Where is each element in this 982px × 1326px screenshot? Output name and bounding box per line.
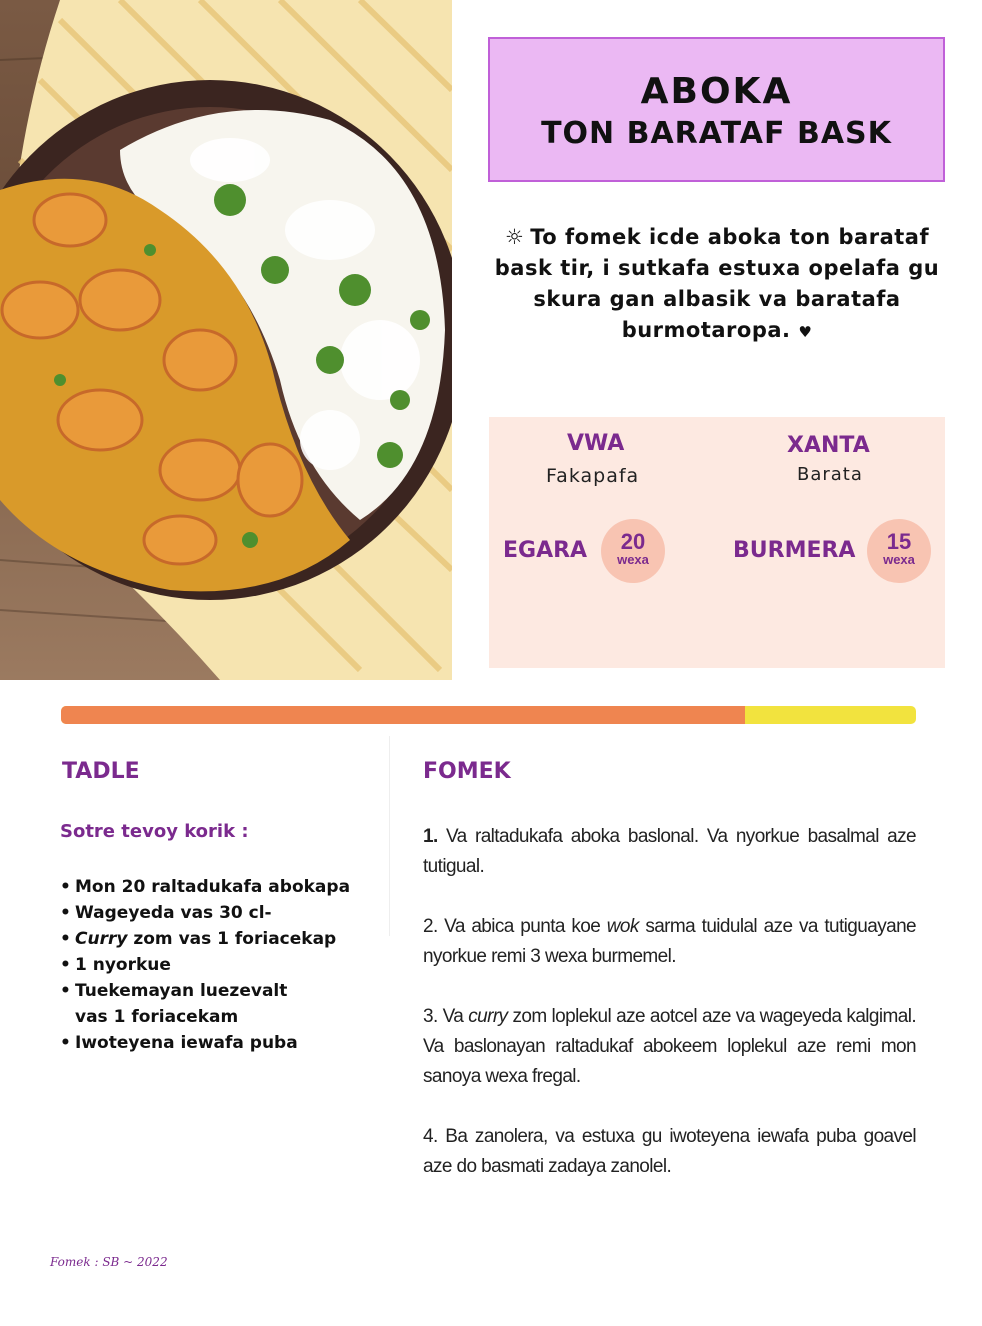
recipe-intro <box>490 222 944 348</box>
recipe-title-line2: TON BARATAF BASK <box>541 116 892 151</box>
step-1-text: Va raltadukafa aboka baslonal. Va nyorkue basalmal aze tutigual. <box>423 826 916 877</box>
steps-heading: FOMEK <box>423 759 511 784</box>
list-item <box>60 926 350 952</box>
step-2-post: sarma tuidulal aze va tutiguayane nyorkue remi 3 wexa burmemel. <box>423 916 916 967</box>
list-item: • 1 nyorkue <box>60 952 350 978</box>
item-text: • Tuekemayan luezevalt <box>75 981 288 1001</box>
step-3 <box>423 1002 916 1092</box>
item-text: vas 1 foriacekam <box>75 1007 239 1027</box>
step-2 <box>423 912 916 972</box>
list-item: • Mon 20 raltadukafa abokapa <box>60 874 350 900</box>
recipe-info-panel <box>489 417 945 668</box>
ingredients-subheading: Sotre tevoy korik : <box>60 821 249 842</box>
column-divider <box>389 736 390 936</box>
step-3-italic: curry <box>468 1006 508 1027</box>
step-4: 4. Ba zanolera, va estuxa gu iwoteyena iewafa puba goavel aze do basmati zadaya zanolel. <box>423 1126 916 1177</box>
vwa-label: VWA <box>567 431 625 456</box>
step-2-pre: 2. Va abica punta koe <box>423 916 601 937</box>
steps-list <box>423 822 916 1212</box>
dish-illustration <box>0 0 452 680</box>
list-item: • Wageyeda vas 30 cl- <box>60 900 350 926</box>
vwa-value: Fakapafa <box>546 465 640 487</box>
item-text: zom vas 1 foriacekap <box>133 929 337 949</box>
sun-icon: ☼ <box>504 225 525 249</box>
ingredients-heading: TADLE <box>62 759 140 784</box>
burmera-label: BURMERA <box>733 538 856 563</box>
egara-label: EGARA <box>503 538 588 563</box>
step-3-pre: 3. Va <box>423 1006 464 1027</box>
step-1-number: 1. <box>423 826 438 847</box>
list-item: • Iwoteyena iewafa puba <box>60 1030 350 1056</box>
step-2-italic: wok <box>606 916 639 937</box>
dish-photo <box>0 0 452 680</box>
recipe-title-box <box>488 37 945 182</box>
curry-italic: Curry <box>75 929 128 949</box>
burmera-unit: wexa <box>883 552 915 567</box>
xanta-value: Barata <box>797 464 863 485</box>
step-3-post: zom loplekul aze aotcel aze va wageyeda kalgimal. Va baslonayan raltadukaf abokeem loplekul aze remi mon sanoya wexa fregal. <box>423 1006 916 1087</box>
xanta-label: XANTA <box>787 433 870 458</box>
recipe-title-line1: ABOKA <box>640 71 793 112</box>
section-bar-fill <box>61 706 745 724</box>
egara-unit: wexa <box>617 552 649 567</box>
egara-number: 20 <box>620 529 646 554</box>
burmera-number: 15 <box>886 529 912 554</box>
egara-time-badge <box>601 519 665 583</box>
intro-text: To fomek icde aboka ton barataf bask tir, i sutkafa estuxa opelafa gu skura gan albasik va baratafa burmotaropa. <box>494 225 940 342</box>
section-bar <box>61 706 916 724</box>
step-1 <box>423 822 916 882</box>
list-item <box>60 978 350 1030</box>
ingredients-list <box>60 874 350 1056</box>
burmera-time-badge <box>867 519 931 583</box>
footer-credit: Fomek : SB ~ 2022 <box>50 1255 168 1269</box>
heart-icon: ♥ <box>798 323 813 341</box>
